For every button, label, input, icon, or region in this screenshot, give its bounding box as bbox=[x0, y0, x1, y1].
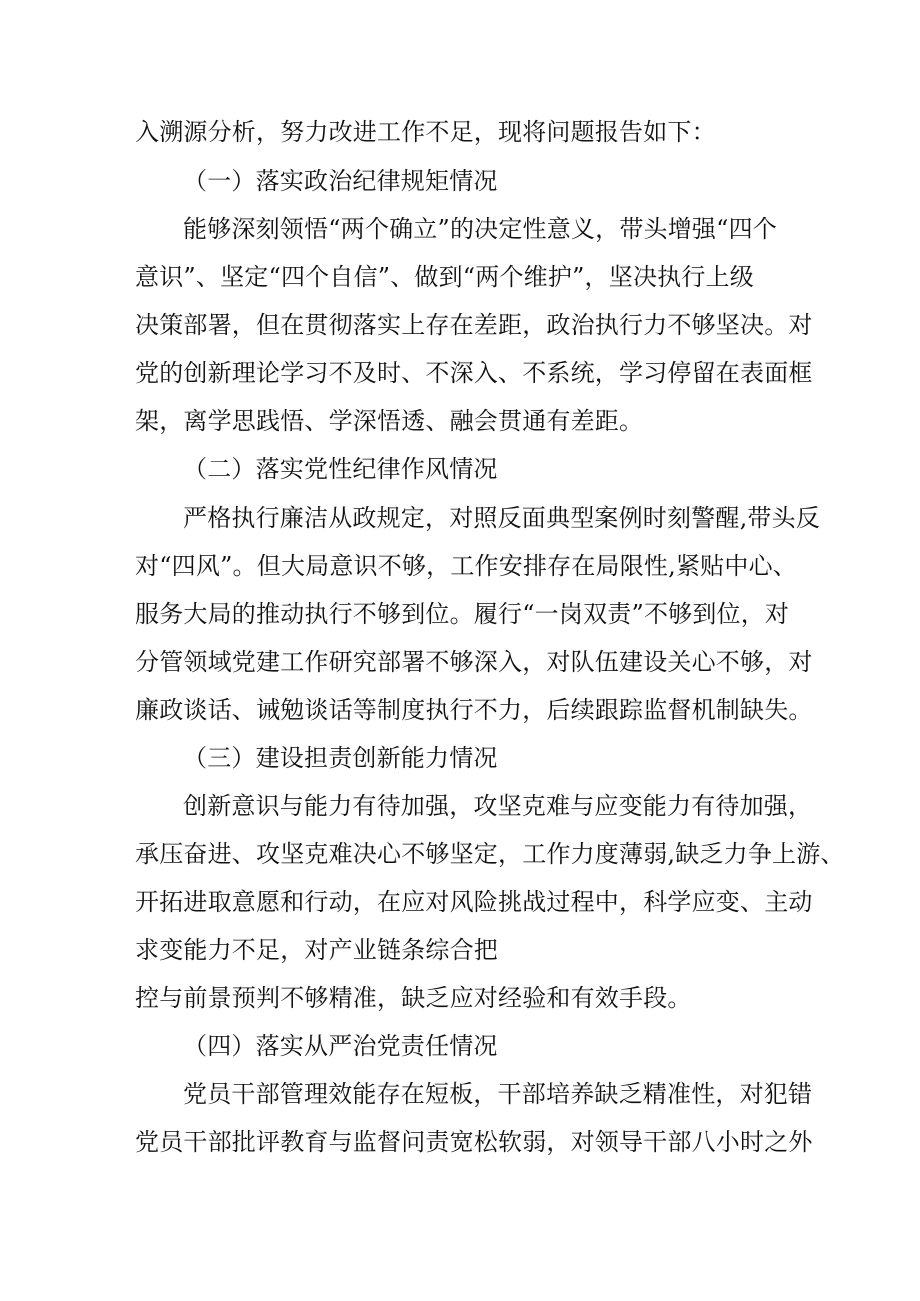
intro-line: 入溯源分析，努力改进工作不足，现将问题报告如下： bbox=[135, 118, 716, 146]
paragraph-line: 分管领域党建工作研究部署不够深入，对队伍建设关心不够，对 bbox=[135, 648, 813, 676]
paragraph-line: 开拓进取意愿和行动，在应对风险挑战过程中，科学应变、主动 bbox=[135, 888, 813, 916]
paragraph-line: 服务大局的推动执行不够到位。履行“一岗双责”不够到位，对 bbox=[135, 600, 790, 628]
paragraph-line: 创新意识与能力有待加强，攻坚克难与应变能力有待加强， bbox=[183, 792, 813, 820]
paragraph-line: 党员干部批评教育与监督问责宽松软弱，对领导干部八小时之外 bbox=[135, 1128, 813, 1156]
paragraph-line: 求变能力不足，对产业链条综合把 bbox=[135, 936, 498, 964]
paragraph-line: 意识”、坚定“四个自信”、做到“两个维护”，坚决执行上级 bbox=[135, 263, 754, 291]
paragraph-line: 能够深刻领悟“两个确立”的决定性意义，带头增强“四个 bbox=[183, 215, 778, 243]
section-4-heading: （四）落实从严治党责任情况 bbox=[183, 1032, 498, 1060]
paragraph-line: 对“四风”。但大局意识不够，工作安排存在局限性,紧贴中心、 bbox=[135, 552, 797, 580]
paragraph-line: 党的创新理论学习不及时、不深入、不系统，学习停留在表面框 bbox=[135, 359, 813, 387]
paragraph-line: 廉政谈话、诫勉谈话等制度执行不力，后续跟踪监督机制缺失。 bbox=[135, 696, 813, 724]
paragraph-line: 决策部署，但在贯彻落实上存在差距，政治执行力不够坚决。对 bbox=[135, 311, 813, 339]
paragraph-line: 架，离学思践悟、学深悟透、融会贯通有差距。 bbox=[135, 407, 644, 435]
paragraph-line: 承压奋进、攻坚克难决心不够坚定，工作力度薄弱,缺乏力争上游、 bbox=[135, 840, 845, 868]
section-2-heading: （二）落实党性纪律作风情况 bbox=[183, 455, 498, 483]
section-1-heading: （一）落实政治纪律规矩情况 bbox=[183, 167, 498, 195]
paragraph-line: 控与前景预判不够精准，缺乏应对经验和有效手段。 bbox=[135, 984, 692, 1012]
section-3-heading: （三）建设担责创新能力情况 bbox=[183, 744, 498, 772]
paragraph-line: 严格执行廉洁从政规定，对照反面典型案例时刻警醒,带头反 bbox=[183, 504, 821, 532]
paragraph-line: 党员干部管理效能存在短板，干部培养缺乏精准性，对犯错 bbox=[183, 1080, 813, 1108]
